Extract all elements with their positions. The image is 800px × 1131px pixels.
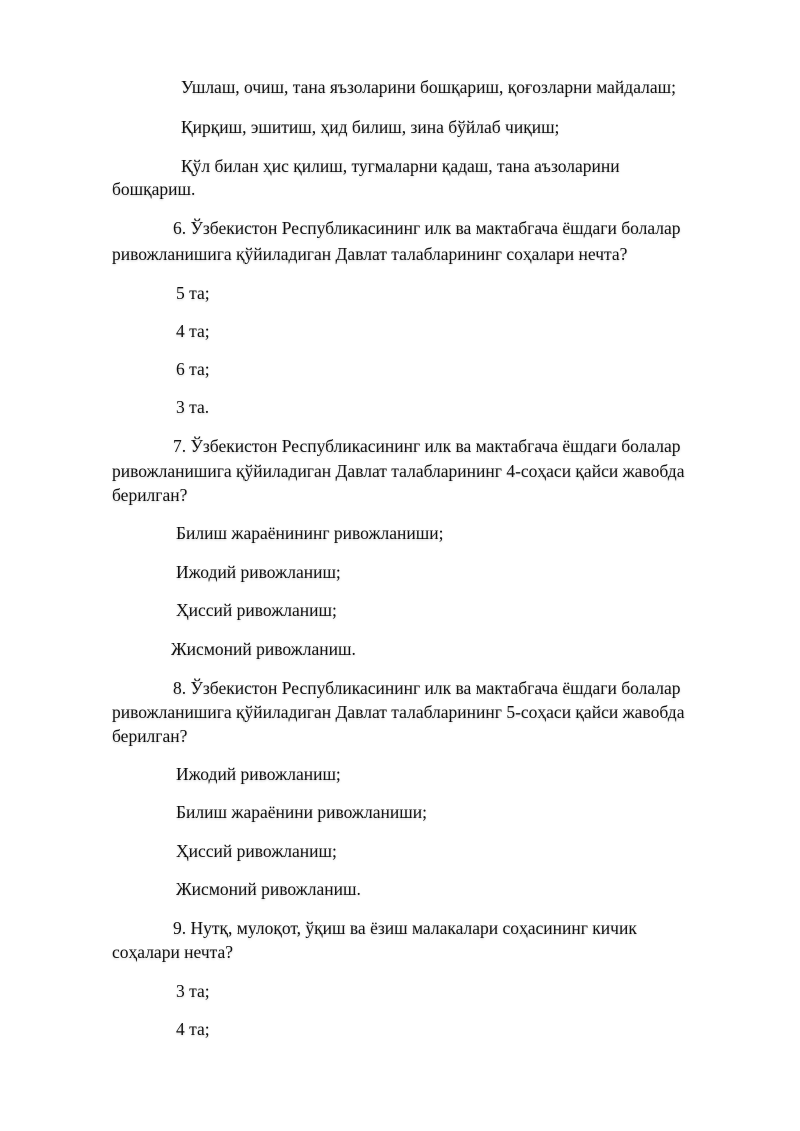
answer-option: 5 та;: [176, 283, 210, 303]
answer-option: Жисмоний ривожланиш.: [176, 879, 361, 899]
option-line: Қирқиш, эшитиш, ҳид билиш, зина бўйлаб чиқиш;: [181, 117, 560, 137]
answer-option: Ҳиссий ривожланиш;: [176, 841, 337, 861]
answer-option: 4 та;: [176, 321, 210, 341]
question-8-continuation: ривожланишига қўйиладиган Давлат талабларининг 5-соҳаси қайси жавобда: [112, 702, 685, 722]
answer-option: Жисмоний ривожланиш.: [171, 639, 356, 659]
question-7: 7. Ўзбекистон Республикасининг илк ва мактабгача ёшдаги болалар: [173, 436, 681, 456]
question-8: 8. Ўзбекистон Республикасининг илк ва мактабгача ёшдаги болалар: [173, 678, 681, 698]
answer-option: 3 та.: [176, 397, 210, 417]
answer-option: Билиш жараёнининг ривожланиши;: [176, 523, 444, 543]
question-7-continuation: ривожланишига қўйиладиган Давлат талабларининг 4-соҳаси қайси жавобда: [112, 461, 685, 481]
option-line: Қўл билан ҳис қилиш, тугмаларни қадаш, тана аъзоларини: [181, 156, 620, 176]
answer-option: Билиш жараёнини ривожланиши;: [176, 802, 427, 822]
answer-option: 4 та;: [176, 1019, 210, 1039]
option-line: Ушлаш, очиш, тана яъзоларини бошқариш, қоғозларни майдалаш;: [181, 77, 676, 97]
answer-option: 3 та;: [176, 981, 210, 1001]
answer-option: Ижодий ривожланиш;: [176, 562, 341, 582]
question-9-continuation: соҳалари нечта?: [112, 942, 234, 962]
question-6: 6. Ўзбекистон Республикасининг илк ва мактабгача ёшдаги болалар: [173, 218, 681, 238]
option-line-continuation: бошқариш.: [112, 179, 196, 199]
answer-option: 6 та;: [176, 359, 210, 379]
question-7-continuation: берилган?: [112, 485, 188, 505]
answer-option: Ҳиссий ривожланиш;: [176, 600, 337, 620]
answer-option: Ижодий ривожланиш;: [176, 764, 341, 784]
question-6-continuation: ривожланишига қўйиладиган Давлат талабларининг соҳалари нечта?: [112, 244, 628, 264]
question-8-continuation: берилган?: [112, 726, 188, 746]
question-9: 9. Нутқ, мулоқот, ўқиш ва ёзиш малакалари соҳасининг кичик: [173, 918, 637, 938]
